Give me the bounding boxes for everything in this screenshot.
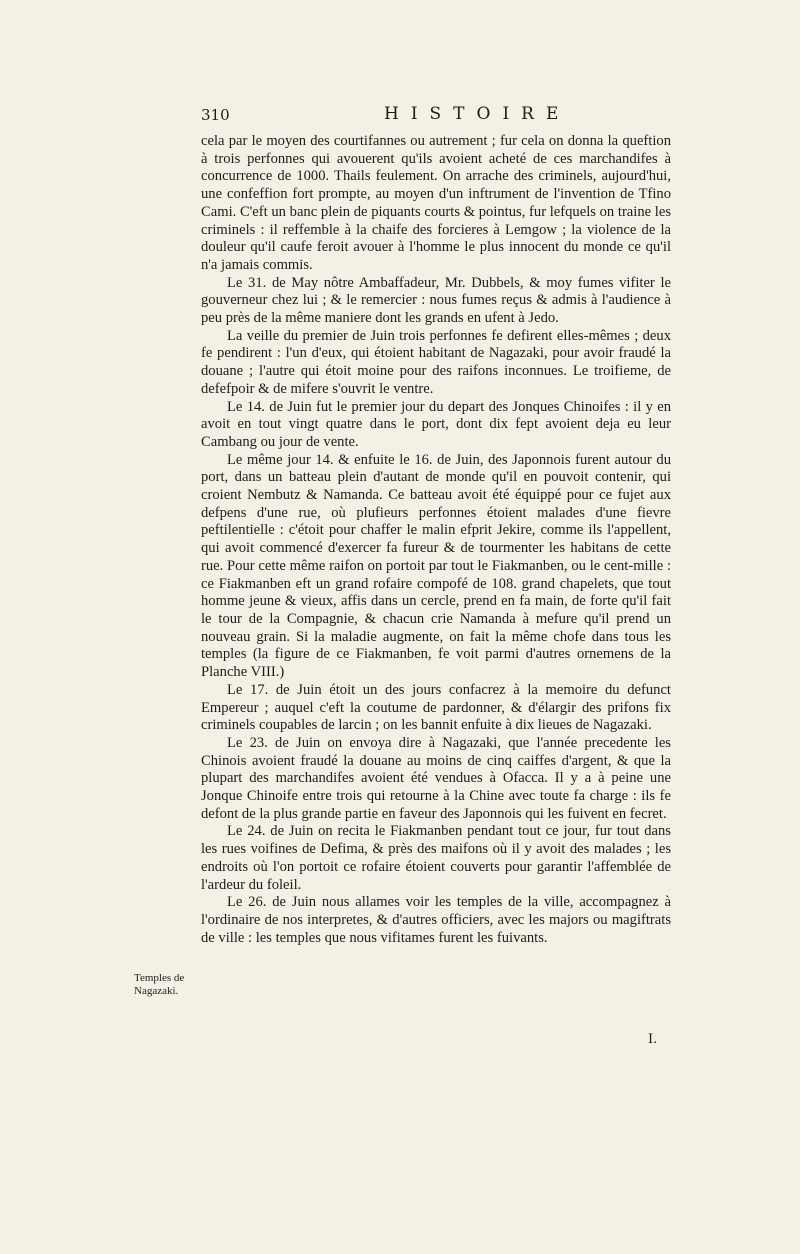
body-text: [201, 133, 671, 947]
running-title: HISTOIRE: [384, 104, 571, 124]
page-number: 310: [201, 106, 230, 124]
paragraph: Le 23. de Juin on envoya dire à Nagazaki, que l'année precedente les Chinois avoient fraudé la douane au moins de cinq caiffes d'argent, & que la plupart des marchandifes avoient été vendues à Ofacca. Il y a à peine une Jonque Chinoife entre trois qui retourne à la Chine avec toute fa charge : ils fe defont de la plus grande partie en faveur des Japonnois qui les fuivent en fecret.: [201, 734, 671, 822]
paragraph: Le 17. de Juin étoit un des jours confacrez à la memoire du defunct Empereur ; auquel c'eft la coutume de pardonner, & d'élargir des prifons fix criminels coupables de larcin ; on les bannit enfuite à dix lieues de Nagazaki.: [201, 681, 671, 734]
paragraph: Le 14. de Juin fut le premier jour du depart des Jonques Chinoifes : il y en avoit en tout vingt quatre dans le port, dont dix fept avoient deja eu leur Cambang ou jour de vente.: [201, 398, 671, 450]
paragraph: Le 26. de Juin nous allames voir les temples de la ville, accompagnez à l'ordinaire de nos interpretes, & d'autres officiers, avec les majors ou magiftrats de ville : les temples que nous vifitames furent les fuivants.: [201, 894, 671, 946]
running-header: [201, 106, 671, 130]
catchword: I.: [648, 1032, 658, 1047]
paragraph: Le même jour 14. & enfuite le 16. de Juin, des Japonnois furent autour du port, dans un batteau plein d'autant de monde qu'il en pouvoit contenir, qui croient Nembutz & Namanda. Ce batteau avoit été équippé pour ce fujet aux defpens d'une rue, où plufieurs perfonnes étoient malades d'une fievre peftilentielle : c'étoit pour chaffer le malin efprit Jekire, comme ils l'appellent, qui avoit commencé d'exercer fa fureur & de tourmenter les habitans de cette rue. Pour cette même raifon on portoit par tout le Fiakmanben, ou le cent-mille : ce Fiakmanben eft un grand rofaire compofé de 108. grand chapelets, que tout homme jeune & vieux, affis dans un cercle, prend en fa main, de forte qu'il fait le tour de la Compagnie, & chacun crie Namanda à mefure qu'il prend un nouveau grain. Si la maladie augmente, on fait la même chofe dans tous les temples (la figure de ce Fiakmanben, fe voit parmi d'autres ornemens de la Planche VIII.): [201, 451, 671, 681]
paragraph: La veille du premier de Juin trois perfonnes fe defirent elles-mêmes ; deux fe pendirent : l'un d'eux, qui étoient habitant de Nagazaki, pour avoir fraudé la douane ; l'autre qui étoit moine pour des raifons inconnues. Le troifieme, de defefpoir & de mifere s'ouvrit le ventre.: [201, 327, 671, 397]
paragraph: cela par le moyen des courtifannes ou autrement ; fur cela on donna la queftion à trois perfonnes qui avouerent qu'ils avoient acheté de ces marchandifes à concurrence de 1000. Thails feulement. On arrache des criminels, aujourd'hui, une confeffion fort prompte, au moyen d'un inftrument de l'invention de Tfino Cami. C'eft un banc plein de piquants courts & pointus, fur lefquels on traine les criminels : il reffemble à la chaife des forcieres à Lemgow ; la violence de la douleur qu'il caufe feroit avouer à l'homme le plus innocent du monde ce qu'il n'a jamais commis.: [201, 133, 671, 273]
paragraph: Le 31. de May nôtre Ambaffadeur, Mr. Dubbels, & moy fumes vifiter le gouverneur chez lui ; & le remercier : nous fumes reçus & admis à l'audience à peu près de la même maniere dont les grands en ufent à Jedo.: [201, 274, 671, 327]
margin-note: Temples de Nagazaki.: [134, 972, 185, 997]
paragraph: Le 24. de Juin on recita le Fiakmanben pendant tout ce jour, fur tout dans les rues voifines de Defima, & près des maifons où il y avoit des malades ; les endroits où l'on portoit ce rofaire étoient couverts pour garantir l'affemblée de l'ardeur du foleil.: [201, 823, 671, 893]
